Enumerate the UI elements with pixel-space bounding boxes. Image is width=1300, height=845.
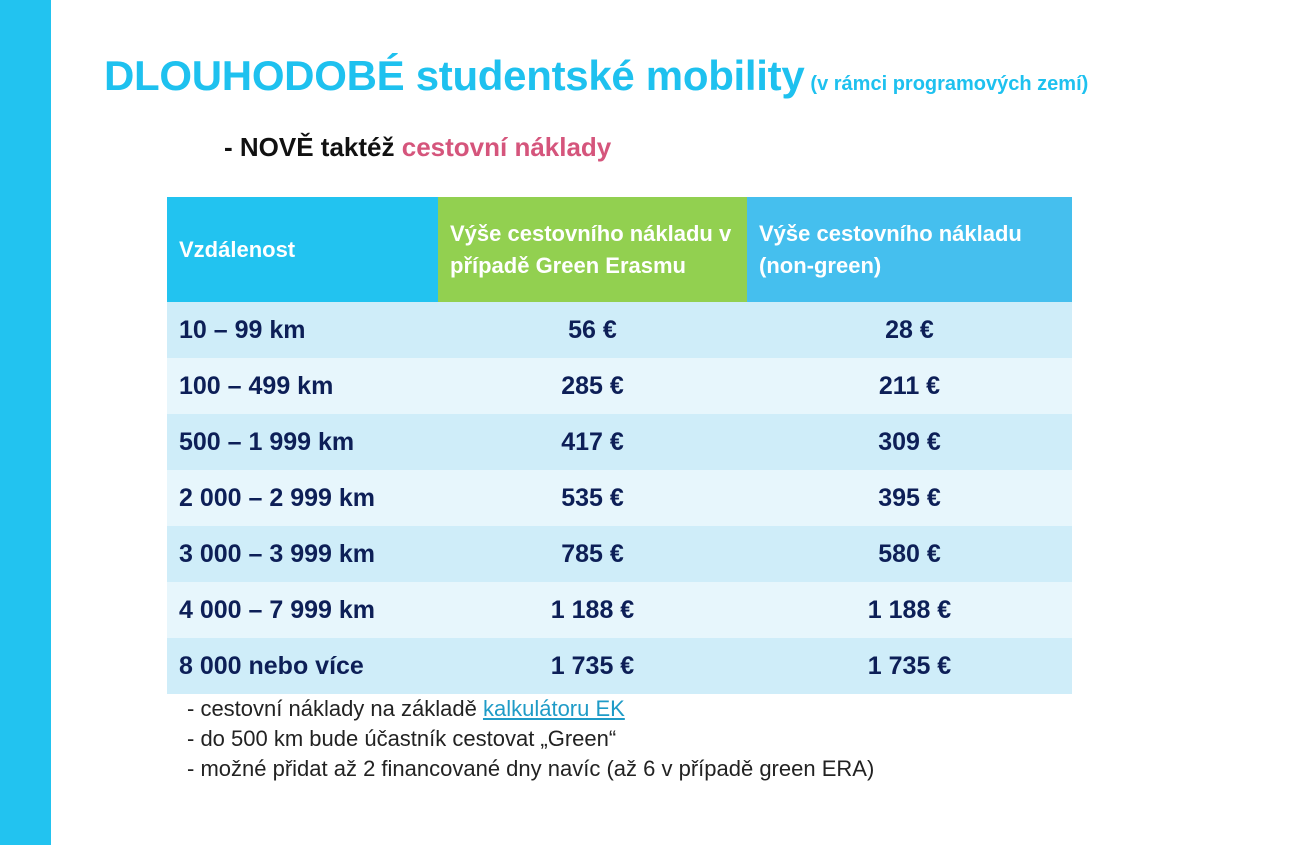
- distance-cell: 4 000 – 7 999 km: [167, 582, 438, 638]
- table-row: [167, 414, 1072, 470]
- green-cost-cell: 1 735 €: [438, 638, 747, 694]
- table-row: [167, 302, 1072, 358]
- distance-cell: 2 000 – 2 999 km: [167, 470, 438, 526]
- note-green-travel: - do 500 km bude účastník cestovat „Green“: [187, 726, 617, 751]
- subtitle-prefix: - NOVĚ taktéž: [224, 132, 395, 162]
- non-green-cost-cell: 28 €: [747, 302, 1072, 358]
- title-main: DLOUHODOBÉ studentské mobility: [104, 52, 805, 99]
- distance-cell: 100 – 499 km: [167, 358, 438, 414]
- header-green-cost: Výše cestovního nákladu v případě Green Erasmu: [438, 197, 747, 302]
- green-cost-cell: 285 €: [438, 358, 747, 414]
- non-green-cost-cell: 395 €: [747, 470, 1072, 526]
- subtitle-highlight: cestovní náklady: [401, 132, 612, 162]
- green-cost-cell: 56 €: [438, 302, 747, 358]
- note-extra-days: - možné přidat až 2 financované dny navíc (až 6 v případě green ERA): [187, 756, 875, 781]
- distance-cell: 10 – 99 km: [167, 302, 438, 358]
- distance-cell: 3 000 – 3 999 km: [167, 526, 438, 582]
- green-cost-cell: 417 €: [438, 414, 747, 470]
- non-green-cost-cell: 1 735 €: [747, 638, 1072, 694]
- distance-cell: 500 – 1 999 km: [167, 414, 438, 470]
- note-calculator-text: - cestovní náklady na základě: [187, 696, 477, 721]
- non-green-cost-cell: 580 €: [747, 526, 1072, 582]
- table-row: [167, 638, 1072, 694]
- green-cost-cell: 1 188 €: [438, 582, 747, 638]
- table-row: [167, 582, 1072, 638]
- section-subtitle: [224, 132, 611, 163]
- table-row: [167, 358, 1072, 414]
- header-distance: Vzdálenost: [167, 197, 438, 302]
- green-cost-cell: 785 €: [438, 526, 747, 582]
- side-accent-bar: [0, 0, 51, 845]
- header-non-green-cost: Výše cestovního nákladu (non-green): [747, 197, 1072, 302]
- calculator-link[interactable]: kalkulátoru EK: [482, 696, 625, 721]
- table-header-row: [167, 197, 1072, 302]
- distance-cell: 8 000 nebo více: [167, 638, 438, 694]
- table-row: [167, 526, 1072, 582]
- page-title: [104, 52, 1088, 100]
- green-cost-cell: 535 €: [438, 470, 747, 526]
- non-green-cost-cell: 309 €: [747, 414, 1072, 470]
- non-green-cost-cell: 1 188 €: [747, 582, 1072, 638]
- table-row: [167, 470, 1072, 526]
- title-subtitle: (v rámci programových zemí): [810, 73, 1089, 95]
- non-green-cost-cell: 211 €: [747, 358, 1072, 414]
- travel-costs-table: [167, 197, 1072, 694]
- notes-list: [187, 694, 874, 784]
- note-calculator: [187, 694, 874, 724]
